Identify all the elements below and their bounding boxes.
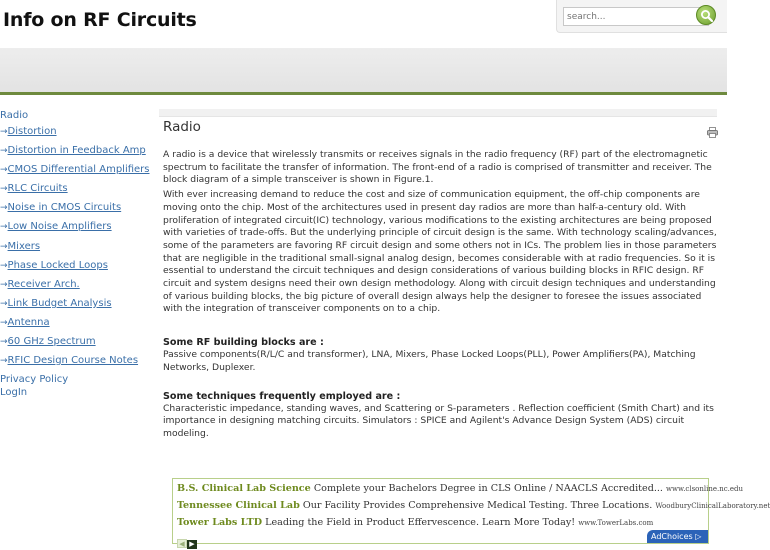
arrow-right-icon: →: [0, 165, 8, 176]
ad-unit: [172, 478, 770, 548]
ad-text: Leading the Field in Product Effervescence. Learn More Today!: [265, 517, 576, 528]
sidebar-link[interactable]: Noise in CMOS Circuits: [7, 202, 122, 214]
site-title[interactable]: Info on RF Circuits: [3, 9, 197, 31]
sidebar-item-rlc-circuits: [0, 182, 158, 201]
paragraph-intro: A radio is a device that wirelessly transmits or receives signals in the radio frequency (RF) part of the electromagnetic spectrum to facilitate the transfer of information. The front-end of a radio is comprised of transmitter and receiver. The block diagram of a simple transceiver is shown in Figure.1.: [163, 149, 712, 186]
sidebar-item-antenna: [0, 316, 158, 335]
paragraph-techniques: Characteristic impedance, standing waves, and Scattering or S-parameters . Reflection coefficient (Smith Chart) and its importance in designing matching circuits. Simulators : SPICE and Agilent's Advance Design System (ADS) circuit modeling.: [163, 402, 714, 439]
section-heading-blocks: Some RF building blocks are :: [163, 337, 324, 349]
arrow-right-icon: →: [0, 337, 8, 348]
sidebar-link[interactable]: Link Budget Analysis: [7, 297, 112, 309]
sidebar-item-noise-cmos: [0, 201, 158, 220]
sidebar-link[interactable]: Low Noise Amplifiers: [7, 221, 112, 233]
sidebar-item-receiver-arch: [0, 278, 158, 297]
sidebar-item-mixers: [0, 240, 158, 259]
paragraph-blocks: Passive components(R/L/C and transformer), LNA, Mixers, Phase Locked Loops(PLL), Power Amplifiers(PA), Matching Networks, Duplexer.: [163, 349, 696, 373]
sidebar-link[interactable]: Distortion: [7, 126, 57, 137]
arrow-right-icon: →: [0, 356, 8, 367]
arrow-right-icon: →: [0, 317, 8, 328]
sidebar-list: [0, 125, 158, 373]
sidebar-item-link-budget: [0, 297, 158, 316]
sidebar-item-distortion-feedback: [0, 144, 158, 163]
sidebar-heading-radio[interactable]: Radio: [0, 110, 29, 121]
sidebar-link[interactable]: Phase Locked Loops: [7, 259, 108, 271]
header-band: [0, 48, 727, 92]
sidebar-link[interactable]: Distortion in Feedback Amp: [7, 145, 146, 157]
ad-item[interactable]: [177, 483, 743, 494]
sidebar-link[interactable]: Receiver Arch.: [7, 278, 80, 290]
sidebar-item-lna: [0, 220, 158, 239]
magnifier-icon: [700, 9, 714, 23]
privacy-policy-link[interactable]: Privacy Policy: [0, 374, 69, 386]
sidebar-item-rfic-notes: [0, 354, 158, 373]
sidebar-item-cmos-diff-amps: [0, 163, 158, 182]
sidebar-item-distortion: [0, 125, 158, 144]
ad-url[interactable]: www.TowerLabs.com: [578, 519, 654, 527]
section-heading-techniques: Some techniques frequently employed are :: [163, 390, 401, 402]
arrow-right-icon: →: [0, 241, 8, 252]
header-divider: [0, 92, 727, 95]
sidebar-link[interactable]: 60 GHz Spectrum: [7, 336, 96, 348]
ad-text: Complete your Bachelors Degree in CLS Online / NAACLS Accredited...: [313, 483, 663, 494]
arrow-right-icon: →: [0, 127, 8, 137]
adchoices-label: AdChoices: [651, 532, 693, 541]
arrow-right-icon: →: [0, 260, 8, 271]
sidebar-link[interactable]: Antenna: [7, 316, 50, 328]
login-link[interactable]: LogIn: [0, 387, 28, 399]
sidebar-link[interactable]: RLC Circuits: [7, 183, 68, 195]
ad-item[interactable]: [177, 517, 653, 528]
article: [163, 118, 719, 441]
ad-title[interactable]: Tower Labs LTD: [177, 517, 263, 528]
sidebar-link[interactable]: RFIC Design Course Notes: [7, 355, 139, 367]
arrow-right-icon: →: [0, 146, 8, 157]
ad-url[interactable]: WoodburyClinicalLaboratory.net: [655, 502, 770, 510]
ad-item[interactable]: [177, 500, 770, 511]
printer-icon[interactable]: [707, 127, 718, 138]
ad-title[interactable]: B.S. Clinical Lab Science: [177, 483, 311, 494]
arrow-right-icon: →: [0, 298, 8, 309]
sidebar-item-pll: [0, 259, 158, 278]
ad-prev-icon[interactable]: ◀: [177, 539, 187, 548]
ad-text: Our Facility Provides Comprehensive Medical Testing. Three Locations.: [302, 500, 653, 511]
ad-pager: [177, 531, 197, 550]
arrow-right-icon: →: [0, 222, 8, 233]
search-input[interactable]: [563, 7, 709, 26]
adchoices-badge[interactable]: [647, 530, 708, 543]
adchoices-icon: ▷: [695, 532, 702, 541]
ad-title[interactable]: Tennessee Clinical Lab: [177, 500, 300, 511]
ad-url[interactable]: www.clsonline.nc.edu: [666, 485, 744, 493]
sidebar-link[interactable]: Mixers: [7, 240, 41, 252]
sidebar: [0, 109, 158, 399]
paragraph-body: With ever increasing demand to reduce the cost and size of communication equipment, the off-chip components are moving onto the chip. Most of the architectures used in present day radios are more than half-a-century old. With proliferation of integrated circuit(IC) technology, various modifications to the existing architectures are being proposed with varieties of trade-offs. But the underlying principle of circuit design is the same. With technology scaling/advances, some of the parameters are favoring RF circuit design and some others not in ICs. The problem lies in those parameters that are negligible in the traditional small-signal analog design, becomes considerable with at radio frequencies. So it is essential to understand the circuit techniques and design considerations of various building blocks in RFIC design. RF circuit and system designs need their own design methodology. Along with circuit design techniques and understanding of various building blocks, the big picture of overall design always help the designer to foresee the issues associated with the integration of transceiver components on to a chip.: [163, 189, 717, 315]
arrow-right-icon: →: [0, 184, 8, 195]
sidebar-link[interactable]: CMOS Differential Amplifiers: [7, 164, 150, 176]
ad-next-icon[interactable]: ▶: [187, 540, 197, 549]
content-top-bar: [159, 109, 717, 117]
arrow-right-icon: →: [0, 203, 8, 214]
sidebar-item-60ghz: [0, 335, 158, 354]
search-button[interactable]: [696, 5, 716, 25]
arrow-right-icon: →: [0, 279, 8, 290]
page-title: Radio: [163, 119, 201, 135]
